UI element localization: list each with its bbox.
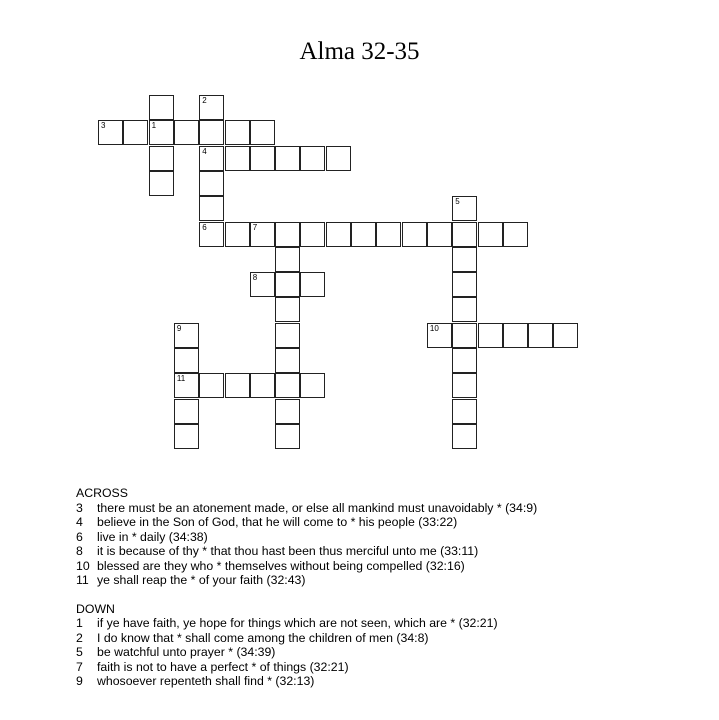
- grid-cell[interactable]: [275, 323, 300, 348]
- clue-number-label: 6: [76, 529, 83, 544]
- grid-cell[interactable]: [149, 146, 174, 171]
- down-clue: [76, 631, 696, 646]
- grid-cell[interactable]: [478, 222, 503, 247]
- grid-cell[interactable]: [123, 120, 148, 145]
- grid-cell[interactable]: [452, 373, 477, 398]
- grid-cell[interactable]: [275, 348, 300, 373]
- grid-cell[interactable]: [300, 373, 325, 398]
- down-heading: DOWN: [76, 601, 115, 616]
- clue-number: 11: [176, 374, 186, 384]
- grid-cell[interactable]: [427, 323, 452, 348]
- grid-cell[interactable]: [199, 146, 224, 171]
- clue-number-label: 1: [76, 616, 83, 630]
- grid-cell[interactable]: [326, 222, 351, 247]
- grid-cell[interactable]: [275, 247, 300, 272]
- down-clue: [76, 660, 696, 675]
- grid-cell[interactable]: [225, 222, 250, 247]
- clue-text: faith is not to have a perfect * of things (32:21): [97, 659, 349, 674]
- clue-number-label: 4: [76, 515, 83, 529]
- clue-text: I do know that * shall come among the children of men (34:8): [97, 630, 429, 645]
- grid-cell[interactable]: [225, 120, 250, 145]
- grid-cell[interactable]: [149, 120, 174, 145]
- down-clues: [76, 616, 696, 689]
- clue-number: 1: [151, 121, 157, 131]
- across-clue: [76, 559, 696, 574]
- clue-number: 3: [101, 121, 106, 131]
- grid-cell[interactable]: [452, 222, 477, 247]
- grid-cell[interactable]: [376, 222, 401, 247]
- grid-cell[interactable]: [275, 297, 300, 322]
- grid-cell[interactable]: [174, 120, 199, 145]
- grid-cell[interactable]: [326, 146, 351, 171]
- grid-cell[interactable]: [275, 424, 300, 449]
- grid-cell[interactable]: [199, 222, 224, 247]
- grid-cell[interactable]: [275, 272, 300, 297]
- clue-number: 2: [202, 96, 207, 105]
- grid-cell[interactable]: [503, 323, 528, 348]
- clue-text: believe in the Son of God, that he will come to * his people (33:22): [97, 515, 458, 529]
- grid-cell[interactable]: [452, 247, 477, 272]
- grid-cell[interactable]: [452, 323, 477, 348]
- clue-text: whosoever repenteth shall find * (32:13): [97, 674, 315, 688]
- grid-cell[interactable]: [174, 424, 199, 449]
- across-clue: [76, 530, 696, 545]
- grid-cell[interactable]: [174, 323, 199, 348]
- clue-number-label: 7: [76, 659, 83, 674]
- clue-text: live in * daily (34:38): [97, 529, 208, 544]
- grid-cell[interactable]: [275, 373, 300, 398]
- clue-number-label: 8: [76, 544, 83, 558]
- clue-list: [76, 486, 696, 689]
- clue-number: 9: [176, 323, 182, 333]
- clue-number-label: 2: [76, 630, 83, 645]
- clue-text: ye shall reap the * of your faith (32:43): [97, 573, 306, 587]
- clue-number-label: 3: [76, 500, 83, 515]
- clue-number: 10: [429, 323, 439, 333]
- clue-number: 4: [202, 146, 207, 156]
- grid-cell[interactable]: [149, 171, 174, 196]
- clue-text: it is because of thy * that thou hast been thus merciful unto me (33:11): [97, 544, 479, 558]
- grid-cell[interactable]: [528, 323, 553, 348]
- grid-cell[interactable]: [199, 196, 224, 221]
- clue-text: blessed are they who * themselves without being compelled (32:16): [97, 558, 465, 573]
- grid-cell[interactable]: [199, 373, 224, 398]
- grid-cell[interactable]: [452, 297, 477, 322]
- across-clue: [76, 573, 696, 588]
- clue-number: 6: [202, 222, 207, 232]
- grid-cell[interactable]: [199, 171, 224, 196]
- across-clue: [76, 501, 696, 516]
- grid-cell[interactable]: [300, 272, 325, 297]
- clue-text: there must be an atonement made, or else all mankind must unavoidably * (34:9): [97, 500, 538, 515]
- grid-cell[interactable]: [174, 348, 199, 373]
- grid-cell[interactable]: [225, 373, 250, 398]
- clue-number: 8: [252, 273, 258, 283]
- grid-cell[interactable]: [225, 146, 250, 171]
- grid-cell[interactable]: [402, 222, 427, 247]
- across-heading: ACROSS: [76, 486, 128, 500]
- grid-cell[interactable]: [250, 120, 275, 145]
- grid-cell[interactable]: [427, 222, 452, 247]
- across-clue: [76, 544, 696, 559]
- grid-cell[interactable]: [452, 348, 477, 373]
- grid-cell[interactable]: [250, 146, 275, 171]
- grid-cell[interactable]: [300, 146, 325, 171]
- grid-cell[interactable]: [174, 399, 199, 424]
- grid-cell[interactable]: [275, 222, 300, 247]
- grid-cell[interactable]: [199, 120, 224, 145]
- grid-cell[interactable]: [351, 222, 376, 247]
- grid-cell[interactable]: [452, 399, 477, 424]
- grid-cell[interactable]: [300, 222, 325, 247]
- clue-number: 5: [455, 197, 460, 207]
- grid-cell[interactable]: [275, 399, 300, 424]
- grid-cell[interactable]: [98, 120, 123, 145]
- clue-text: if ye have faith, ye hope for things which are not seen, which are * (32:21): [97, 616, 498, 630]
- down-clue: [76, 645, 696, 660]
- grid-cell[interactable]: [553, 323, 578, 348]
- grid-cell[interactable]: [503, 222, 528, 247]
- grid-cell[interactable]: [452, 272, 477, 297]
- clue-number-label: 11: [76, 573, 89, 587]
- puzzle-title: Alma 32-35: [299, 38, 420, 65]
- across-clue: [76, 515, 696, 530]
- clue-number: 7: [252, 222, 258, 232]
- grid-cell[interactable]: [250, 272, 275, 297]
- clue-number-label: 5: [76, 645, 83, 659]
- clue-text: be watchful unto prayer * (34:39): [97, 645, 276, 659]
- grid-cell[interactable]: [149, 95, 174, 120]
- down-clue: [76, 674, 696, 689]
- clue-number-label: 10: [76, 558, 90, 573]
- grid-cell[interactable]: [452, 196, 477, 221]
- grid-cell[interactable]: [250, 222, 275, 247]
- grid-cell[interactable]: [199, 95, 224, 120]
- down-clue: [76, 616, 696, 631]
- across-clues: [76, 501, 696, 588]
- grid-cell[interactable]: [452, 424, 477, 449]
- grid-cell[interactable]: [250, 373, 275, 398]
- clue-number-label: 9: [76, 674, 83, 688]
- grid-cell[interactable]: [275, 146, 300, 171]
- grid-cell[interactable]: [174, 373, 199, 398]
- grid-cell[interactable]: [478, 323, 503, 348]
